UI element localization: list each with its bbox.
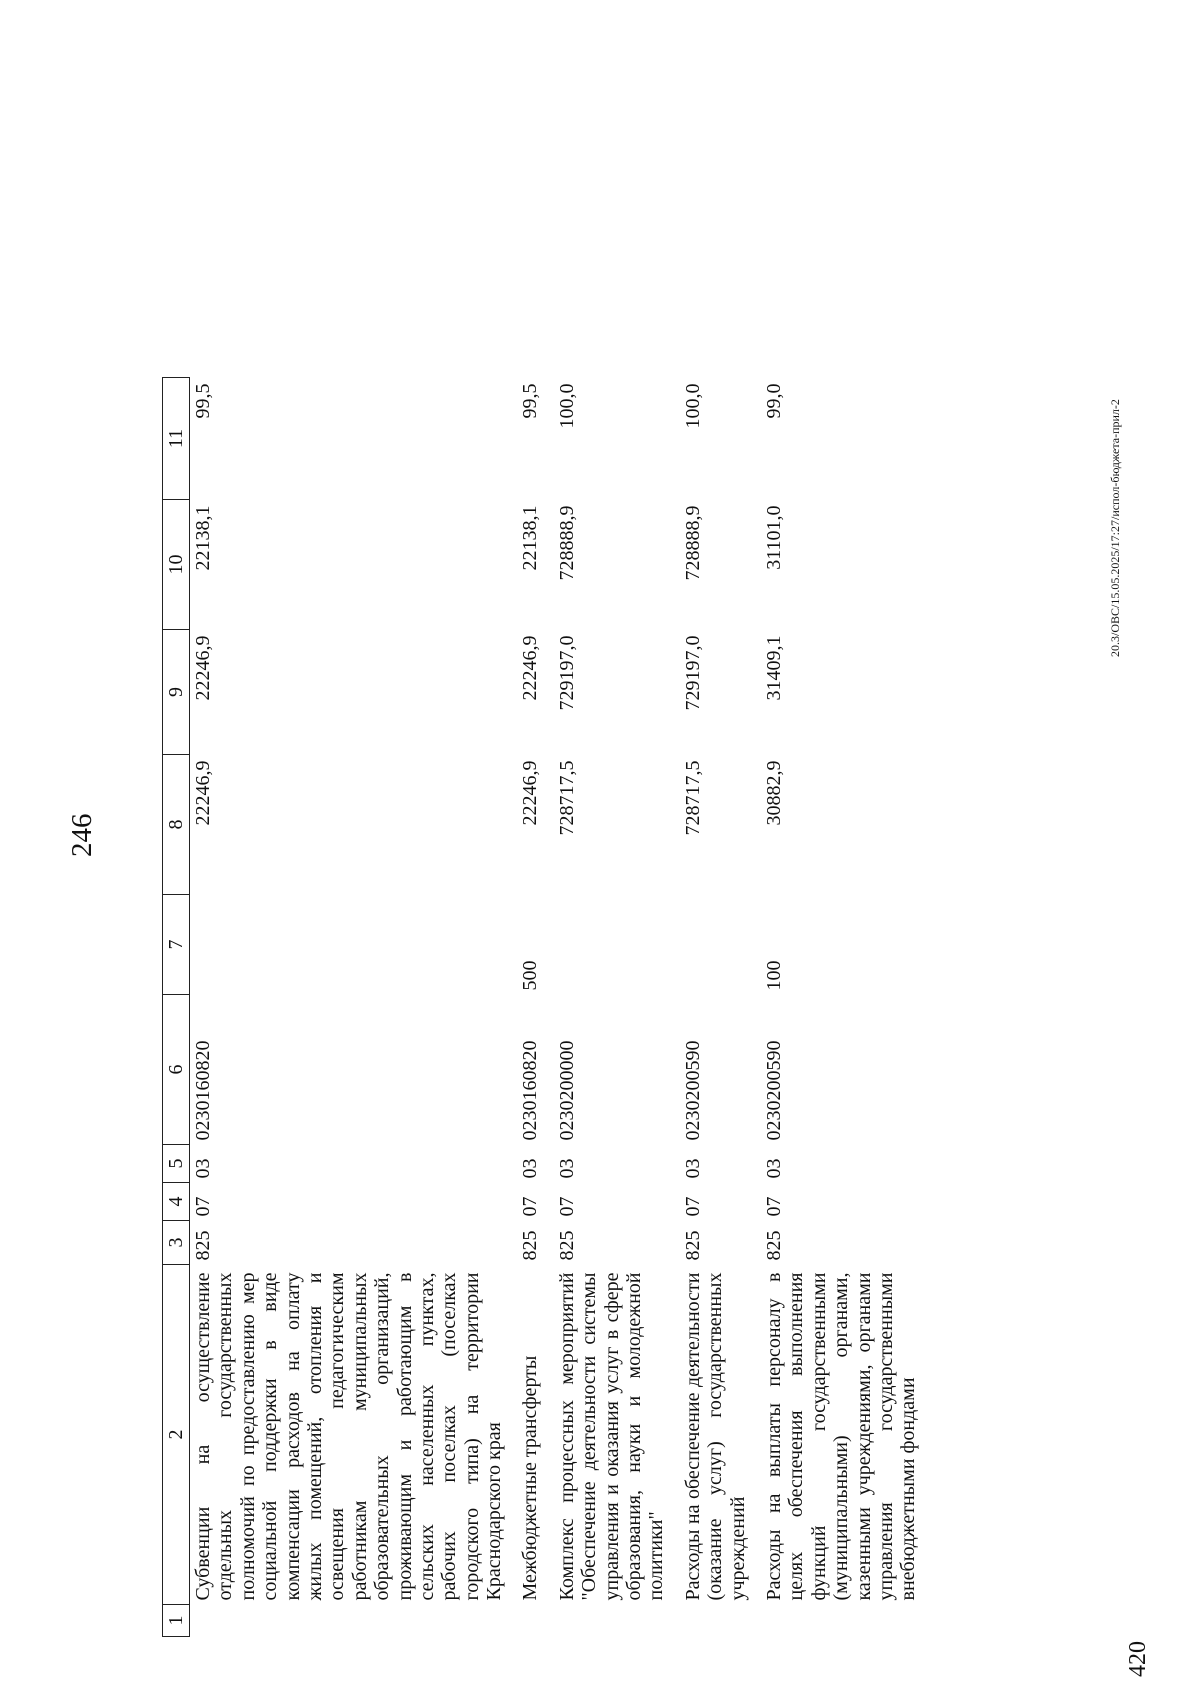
cell-c8: 728717,5 bbox=[555, 760, 578, 836]
cell-c7: 500 bbox=[519, 960, 542, 991]
cell-description: Расходы на выплаты персоналу в целях обеспечения выполнения функций государственными (муниципальными) органами, казенными учреждениями, органами управления государственными внебюджетными фондами bbox=[762, 1272, 920, 1601]
cell-c10: 31101,0 bbox=[762, 505, 785, 570]
cell-c5: 03 bbox=[519, 1158, 542, 1179]
col-header-8: 8 bbox=[163, 755, 190, 895]
cell-c7 bbox=[190, 895, 518, 995]
document-code: 20.3/ОВС/15.05.2025/17:27/испол-бюджета-прил-2 bbox=[1108, 399, 1122, 657]
cell-c7: 100 bbox=[762, 960, 785, 991]
cell-c11: 99,0 bbox=[762, 383, 785, 419]
col-header-4: 4 bbox=[163, 1183, 190, 1221]
cell-c11: 99,5 bbox=[192, 383, 214, 419]
cell-c6: 0230200000 bbox=[555, 1040, 578, 1141]
cell-c11: 100,0 bbox=[681, 383, 704, 429]
table-row bbox=[517, 378, 553, 1637]
cell-description: Субвенции на осуществление отдельных государственных полномочий по предоставлению мер социальной поддержки в виде компенсации расходов на оплату жилых помещений, отопления и освещения педагогическим работникам муниципальных образовательных организаций, проживающим и работающим в сельских населенных пунктах, рабочих поселках (поселках городского типа) на территории Краснодарского края bbox=[192, 1272, 506, 1601]
cell-c4: 07 bbox=[681, 1196, 704, 1217]
cell-c8: 728717,5 bbox=[681, 760, 704, 836]
cell-c1 bbox=[554, 1605, 680, 1637]
cell-c1 bbox=[680, 1605, 761, 1637]
cell-c3: 825 bbox=[519, 1230, 542, 1261]
cell-c5: 03 bbox=[555, 1158, 578, 1179]
header-row bbox=[163, 378, 190, 1637]
cell-c7 bbox=[554, 895, 680, 995]
col-header-9: 9 bbox=[163, 630, 190, 755]
cell-c8: 22246,9 bbox=[519, 760, 542, 826]
cell-c11: 100,0 bbox=[555, 383, 578, 429]
budget-table bbox=[162, 377, 932, 1637]
cell-c6: 0230200590 bbox=[762, 1040, 785, 1141]
cell-c6: 0230200590 bbox=[681, 1040, 704, 1141]
cell-c1 bbox=[761, 1605, 932, 1637]
col-header-5: 5 bbox=[163, 1145, 190, 1183]
cell-c7 bbox=[680, 895, 761, 995]
cell-c6: 0230160820 bbox=[192, 1040, 214, 1141]
cell-description: Межбюджетные трансферты bbox=[519, 1355, 542, 1601]
cell-c11: 99,5 bbox=[519, 383, 542, 419]
cell-c10: 22138,1 bbox=[192, 505, 214, 571]
cell-c4: 07 bbox=[192, 1196, 214, 1217]
cell-description: Комплекс процессных мероприятий "Обеспечение деятельности системы управления и оказания услуг в сфере образования, науки и молодежной политики" bbox=[555, 1272, 668, 1601]
cell-c6: 0230160820 bbox=[519, 1040, 542, 1141]
cell-c1 bbox=[517, 1605, 553, 1637]
cell-c9: 729197,0 bbox=[555, 635, 578, 711]
cell-description: Расходы на обеспечение деятельности (оказание услуг) государственных учреждений bbox=[681, 1272, 749, 1601]
cell-c3: 825 bbox=[192, 1230, 214, 1261]
cell-c4: 07 bbox=[555, 1196, 578, 1217]
col-header-6: 6 bbox=[163, 995, 190, 1145]
cell-c9: 22246,9 bbox=[192, 635, 214, 701]
cell-c9: 22246,9 bbox=[519, 635, 542, 701]
cell-c10: 728888,9 bbox=[681, 505, 704, 581]
table-row bbox=[680, 378, 761, 1637]
cell-c3: 825 bbox=[555, 1230, 578, 1261]
col-header-7: 7 bbox=[163, 895, 190, 995]
cell-c8: 22246,9 bbox=[192, 760, 214, 826]
bottom-page-number: 420 bbox=[1125, 1641, 1151, 1677]
cell-c9: 729197,0 bbox=[681, 635, 704, 711]
col-header-3: 3 bbox=[163, 1221, 190, 1265]
page-number: 246 bbox=[66, 813, 98, 857]
cell-c8: 30882,9 bbox=[762, 760, 785, 826]
cell-c4: 07 bbox=[519, 1196, 542, 1217]
cell-c1 bbox=[190, 1605, 518, 1637]
cell-c4: 07 bbox=[762, 1196, 785, 1217]
cell-c9: 31409,1 bbox=[762, 635, 785, 701]
cell-c5: 03 bbox=[762, 1158, 785, 1179]
cell-c3: 825 bbox=[762, 1230, 785, 1261]
table-row bbox=[554, 378, 680, 1637]
cell-c5: 03 bbox=[192, 1158, 214, 1179]
cell-c3: 825 bbox=[681, 1230, 704, 1261]
table-row bbox=[190, 378, 518, 1637]
col-header-2: 2 bbox=[163, 1265, 190, 1605]
cell-c10: 728888,9 bbox=[555, 505, 578, 581]
table-row bbox=[761, 378, 932, 1637]
col-header-1: 1 bbox=[163, 1605, 190, 1637]
cell-c10: 22138,1 bbox=[519, 505, 542, 571]
col-header-11: 11 bbox=[163, 378, 190, 500]
cell-c5: 03 bbox=[681, 1158, 704, 1179]
col-header-10: 10 bbox=[163, 500, 190, 630]
